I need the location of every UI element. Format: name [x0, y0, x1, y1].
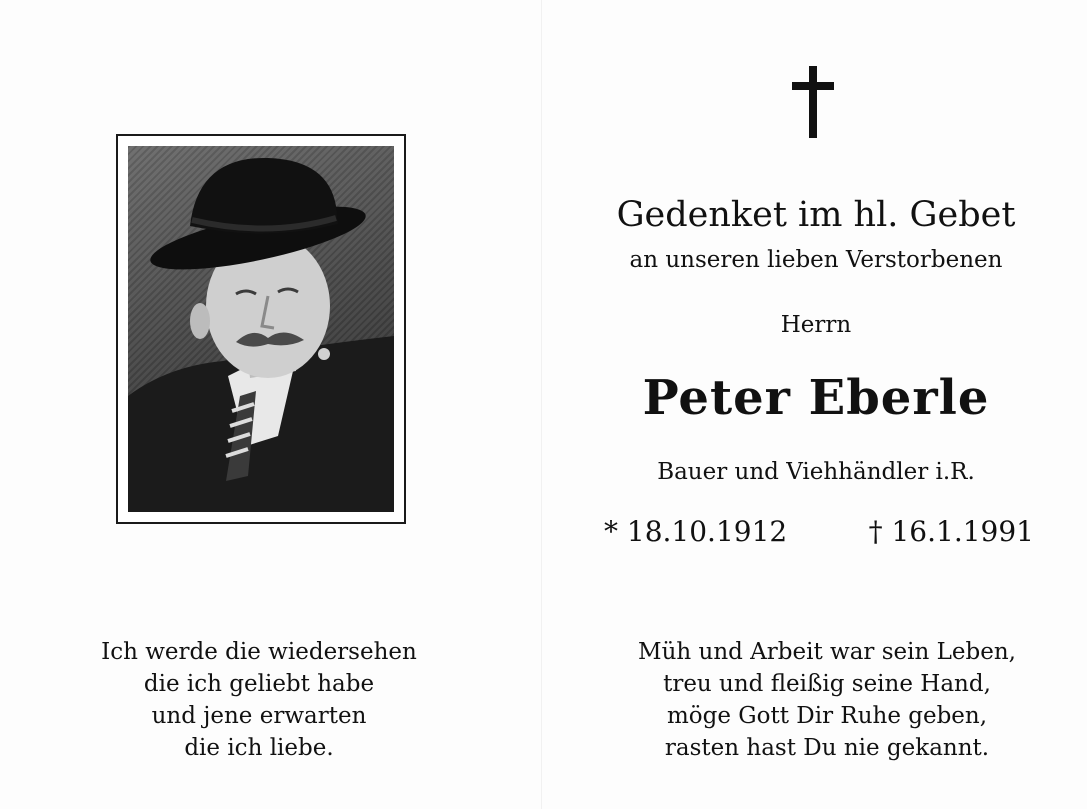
verse-line: die ich liebe. [184, 735, 334, 761]
salutation: Herrn [780, 312, 852, 338]
card-fold [541, 0, 542, 809]
subheading: an unseren lieben Verstorbenen [629, 247, 1003, 273]
verse-line: und jene erwarten [151, 703, 367, 729]
death-date: † 16.1.1991 [868, 515, 1034, 548]
portrait-frame [116, 134, 406, 524]
heading: Gedenket im hl. Gebet [616, 195, 1016, 235]
birth-date: * 18.10.1912 [604, 515, 788, 548]
verse-line: möge Gott Dir Ruhe geben, [666, 703, 988, 729]
life-dates [604, 512, 1034, 552]
verse-right [592, 636, 1062, 764]
latin-cross-icon [790, 64, 836, 140]
verse-line: die ich geliebt habe [143, 671, 375, 697]
occupation: Bauer und Viehhändler i.R. [657, 459, 975, 485]
deceased-name: Peter Eberle [642, 370, 990, 426]
verse-line: treu und fleißig seine Hand, [663, 671, 991, 697]
portrait-photo [128, 146, 394, 512]
verse-line: rasten hast Du nie gekannt. [664, 735, 990, 761]
verse-line: Müh und Arbeit war sein Leben, [638, 639, 1016, 665]
verse-line: Ich werde die wiedersehen [101, 639, 417, 665]
verse-left [78, 636, 440, 764]
